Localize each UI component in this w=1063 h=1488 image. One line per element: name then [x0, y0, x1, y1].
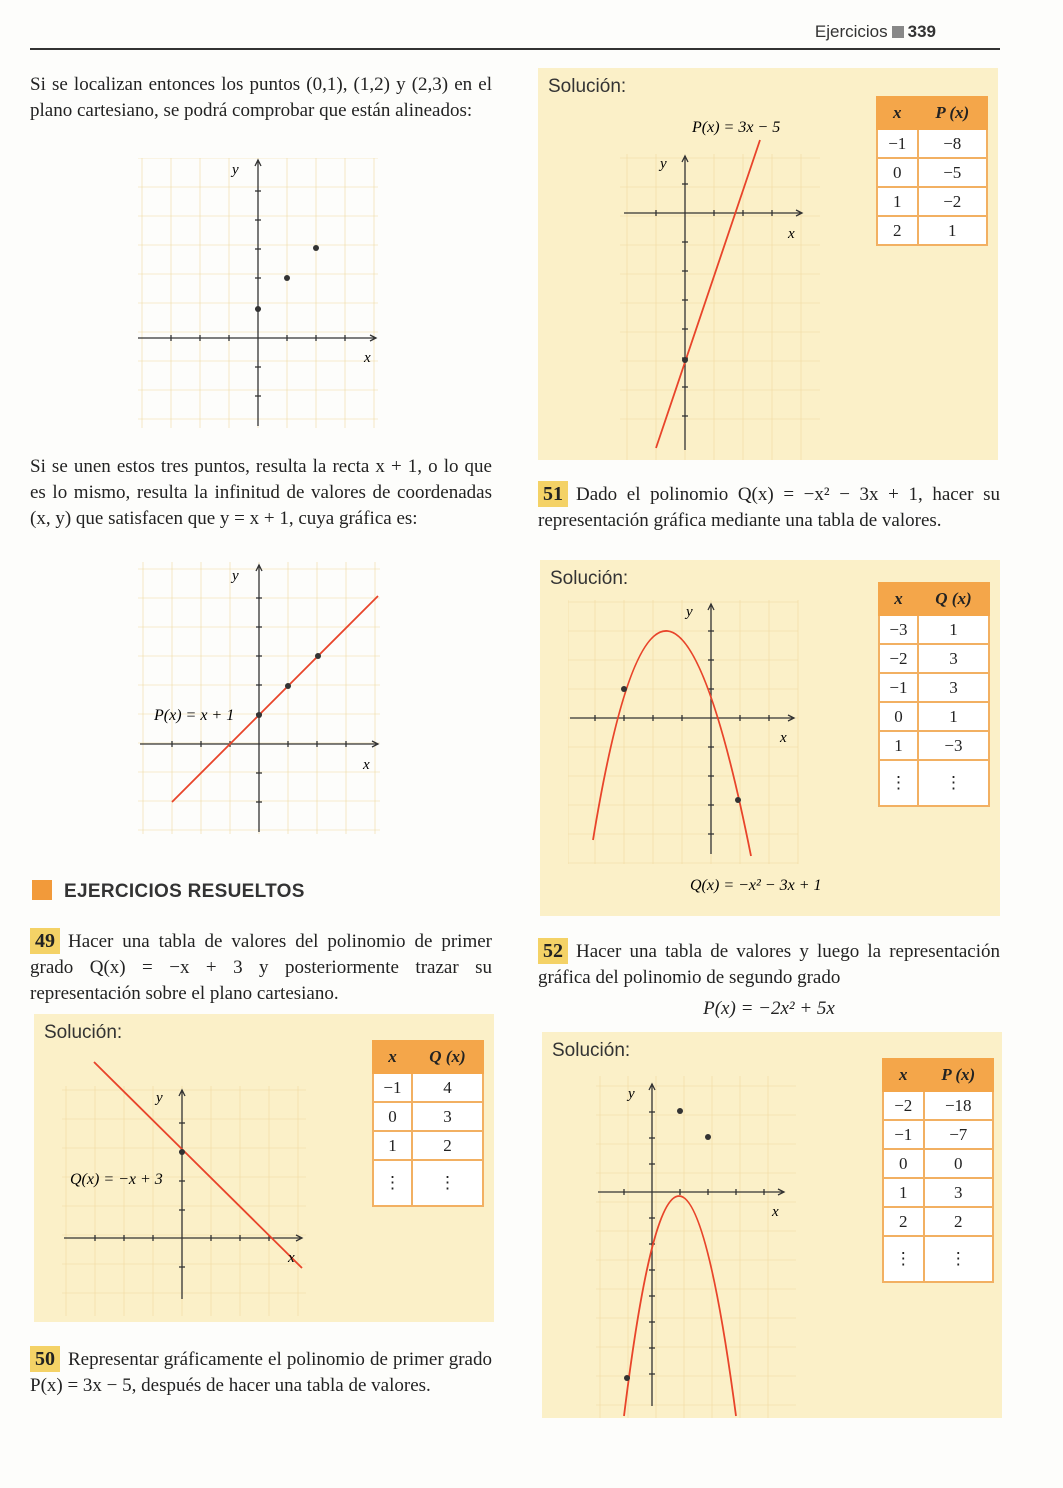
point-1-2: [284, 275, 290, 281]
header-rule: [30, 48, 1000, 50]
y-axis-label: y: [232, 162, 239, 178]
solution-51-label: Solución:: [550, 568, 629, 589]
solution-50-label: Solución:: [548, 76, 627, 97]
exercise-49-text: Hacer una tabla de valores del polinomio de primer grado Q(x) = −x + 3 y posteriormente trazar su representación sobre el plano cartesiano.: [30, 931, 492, 1004]
join-paragraph: Si se unen estos tres puntos, resulta la recta x + 1, o lo que es lo mismo, resulta la infinitud de valores de coordenadas (x, y) que satisfacen que y = x + 1, cuya gráfica es:: [30, 456, 492, 529]
x-axis-label: x: [364, 350, 371, 366]
svg-text:y: y: [232, 568, 239, 584]
exercise-51: [538, 481, 1000, 534]
page-header: [0, 18, 1000, 50]
svg-text:x: x: [788, 226, 795, 242]
svg-text:x: x: [780, 730, 787, 746]
table-50: x P (x) −1 −8 0 −5 1 −2 2 1: [876, 96, 988, 246]
header-section: Ejercicios: [814, 22, 888, 41]
parabola-51: [593, 631, 751, 856]
table-49: x Q (x) −1 4 0 3 1 2 ⋮ ⋮: [372, 1040, 484, 1207]
exercise-50-number: 50: [30, 1346, 60, 1372]
exercise-49: [30, 928, 492, 1007]
solution-49-label: Solución:: [44, 1022, 123, 1043]
svg-text:y: y: [660, 156, 667, 172]
header-square-icon: [892, 26, 904, 38]
exercise-52: [538, 938, 1000, 991]
line-50: [656, 140, 760, 448]
exercise-52-number: 52: [538, 938, 568, 964]
solution-52-label: Solución:: [552, 1040, 631, 1061]
solution-51-box: [540, 560, 1000, 916]
exercise-52-formula: P(x) = −2x² + 5x: [703, 998, 835, 1019]
table-51: x Q (x) −3 1 −2 3 −1 3 0 1 1 −3 ⋮ ⋮: [878, 582, 990, 807]
svg-text:x: x: [288, 1250, 295, 1266]
point-0-1: [255, 306, 261, 312]
svg-text:y: y: [628, 1086, 635, 1102]
graph-50: [620, 114, 820, 460]
svg-text:x: x: [772, 1204, 779, 1220]
graph-line-x-plus-1: [138, 562, 380, 834]
graph-51: [568, 600, 830, 916]
graph-points: [138, 158, 378, 428]
parabola-52: [624, 1196, 736, 1416]
page-number: 339: [907, 22, 936, 41]
exercise-52-text: Hacer una tabla de valores y luego la representación gráfica del polinomio de segundo grado: [538, 941, 1000, 988]
exercise-51-text: Dado el polinomio Q(x) = −x² − 3x + 1, hacer su representación gráfica mediante una tabla de valores.: [538, 484, 1000, 531]
table-52: x P (x) −2 −18 −1 −7 0 0 1 3 2 2 ⋮ ⋮: [882, 1058, 994, 1283]
section-square-icon: [32, 880, 52, 900]
section-title: EJERCICIOS RESUELTOS: [32, 880, 305, 903]
exercise-50: [30, 1346, 492, 1399]
solution-50-box: [538, 68, 998, 460]
intro-paragraph: Si se localizan entonces los puntos (0,1), (1,2) y (2,3) en el plano cartesiano, se podrá comprobar que están alineados:: [30, 74, 492, 121]
graph-52: [596, 1076, 796, 1418]
graph-51-label: Q(x) = −x² − 3x + 1: [690, 877, 822, 894]
svg-text:y: y: [686, 604, 693, 620]
solution-49-box: [34, 1014, 494, 1322]
svg-text:x: x: [363, 757, 370, 773]
exercise-49-number: 49: [30, 928, 60, 954]
point-2-3: [313, 245, 319, 251]
exercise-51-number: 51: [538, 481, 568, 507]
graph2-label: P(x) = x + 1: [154, 707, 235, 724]
graph-49: [62, 1056, 306, 1316]
line-49: [94, 1062, 302, 1268]
graph-49-label: Q(x) = −x + 3: [70, 1171, 163, 1188]
graph-50-label: P(x) = 3x − 5: [692, 119, 781, 136]
svg-text:y: y: [156, 1090, 163, 1106]
exercise-50-text: Representar gráficamente el polinomio de primer grado P(x) = 3x − 5, después de hacer una tabla de valores.: [30, 1349, 492, 1396]
solution-52-box: [542, 1032, 1002, 1418]
